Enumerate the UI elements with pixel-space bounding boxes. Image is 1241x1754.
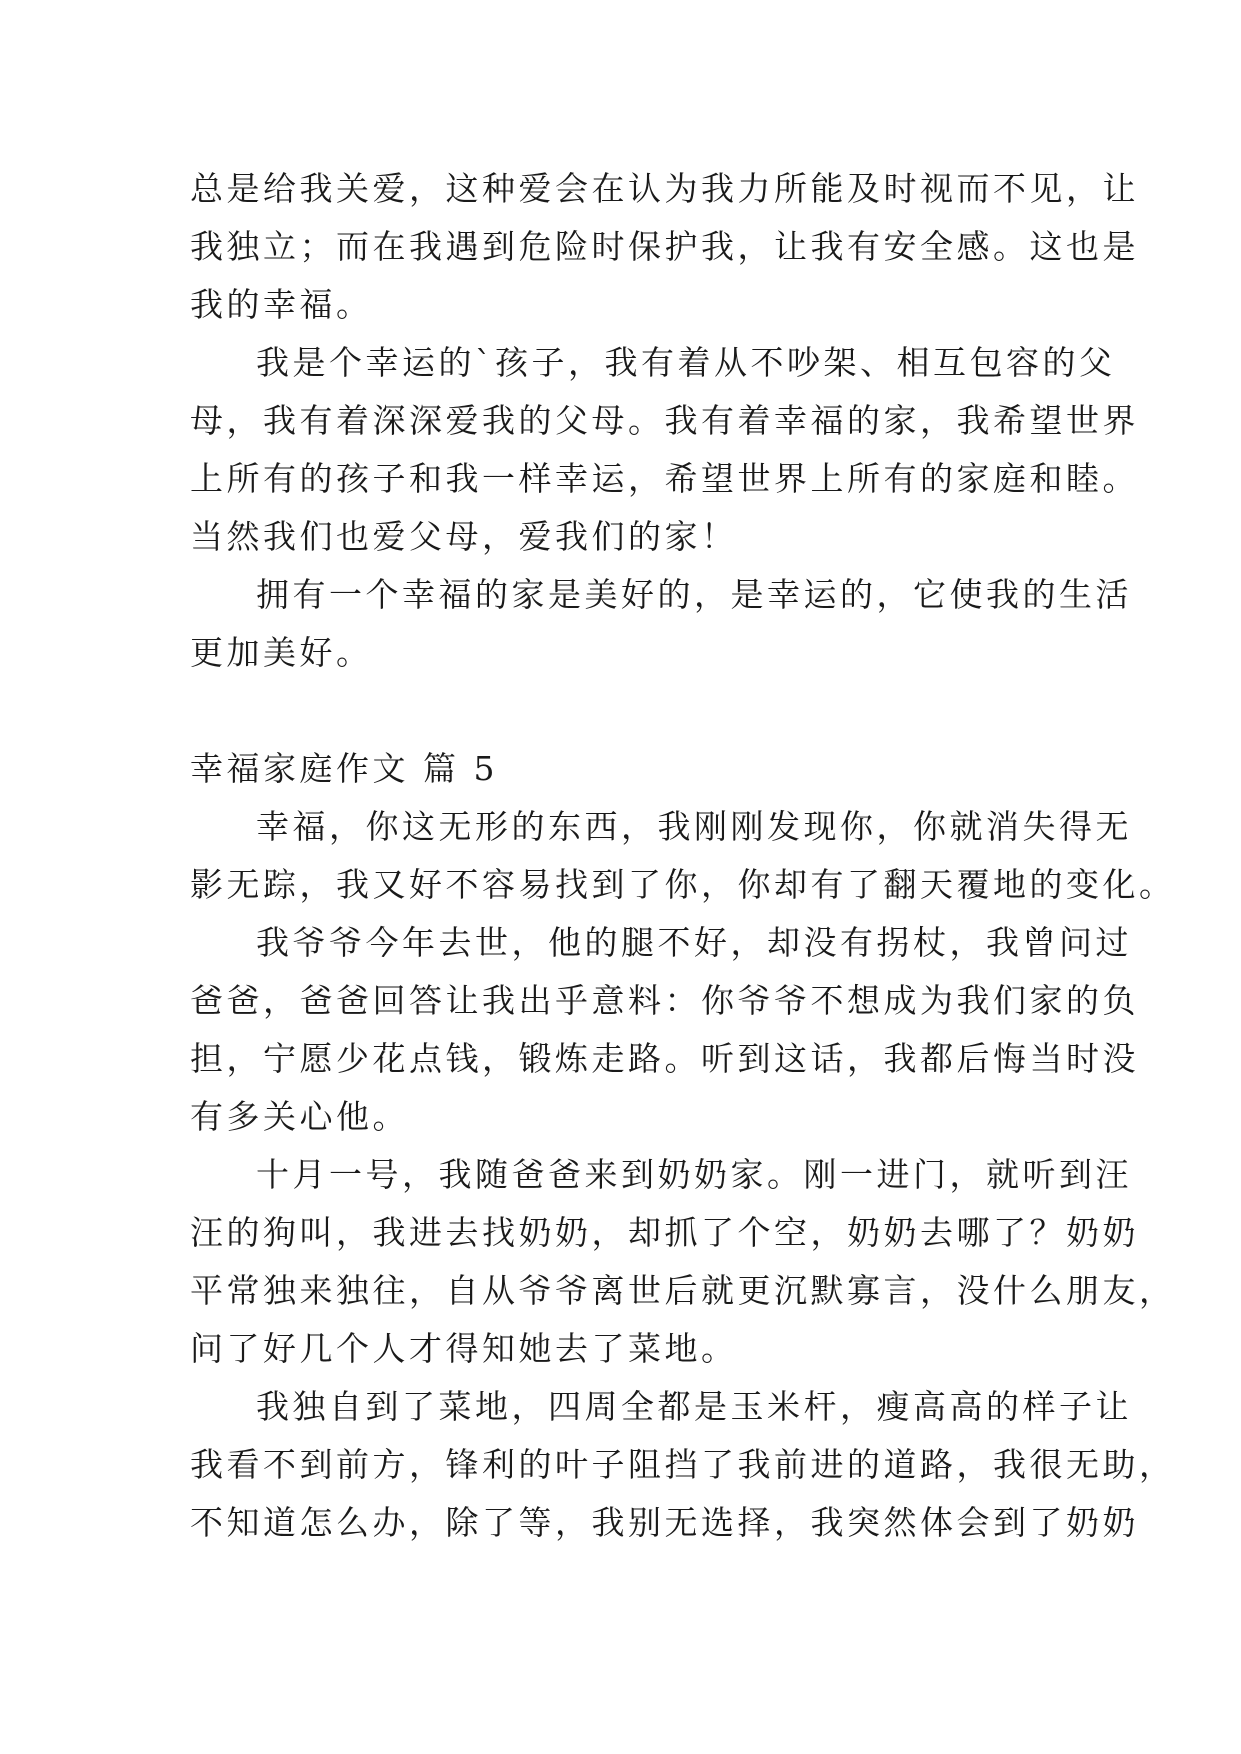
text-line: 母，我有着深深爱我的父母。我有着幸福的家，我希望世界 xyxy=(190,401,1139,440)
paragraph-start-line: 十月一号，我随爸爸来到奶奶家。刚一进门，就听到汪 xyxy=(256,1155,1132,1194)
text-line: 有多关心他。 xyxy=(190,1097,409,1136)
text-line: 问了好几个人才得知她去了菜地。 xyxy=(190,1329,738,1368)
text-line: 更加美好。 xyxy=(190,633,373,672)
text-line: 影无踪，我又好不容易找到了你，你却有了翻天覆地的变化。 xyxy=(190,865,1176,904)
text-line: 我的幸福。 xyxy=(190,285,373,324)
paragraph-start-line: 我独自到了菜地，四周全都是玉米杆，瘦高高的样子让 xyxy=(256,1387,1132,1426)
text-line: 我独立；而在我遇到危险时保护我，让我有安全感。这也是 xyxy=(190,227,1139,266)
text-line: 爸爸，爸爸回答让我出乎意料：你爷爷不想成为我们家的负 xyxy=(190,981,1139,1020)
paragraph-start-line: 我是个幸运的`孩子，我有着从不吵架、相互包容的父 xyxy=(256,343,1116,382)
text-line: 当然我们也爱父母，爱我们的家！ xyxy=(190,517,738,556)
paragraph-start-line: 我爷爷今年去世，他的腿不好，却没有拐杖，我曾问过 xyxy=(256,923,1132,962)
text-line: 上所有的孩子和我一样幸运，希望世界上所有的家庭和睦。 xyxy=(190,459,1139,498)
essay-body xyxy=(190,160,1176,1552)
paragraph-start-line: 拥有一个幸福的家是美好的，是幸运的，它使我的生活 xyxy=(256,575,1132,614)
section-heading: 幸福家庭作文 篇 5 xyxy=(190,749,498,788)
text-line: 担，宁愿少花点钱，锻炼走路。听到这话，我都后悔当时没 xyxy=(190,1039,1139,1078)
text-line: 我看不到前方，锋利的叶子阻挡了我前进的道路，我很无助， xyxy=(190,1445,1176,1484)
text-line: 总是给我关爱，这种爱会在认为我力所能及时视而不见，让 xyxy=(190,169,1139,208)
text-line: 平常独来独往，自从爷爷离世后就更沉默寡言，没什么朋友， xyxy=(190,1271,1176,1310)
paragraph-start-line: 幸福，你这无形的东西，我刚刚发现你，你就消失得无 xyxy=(256,807,1132,846)
text-line: 汪的狗叫，我进去找奶奶，却抓了个空，奶奶去哪了？奶奶 xyxy=(190,1213,1139,1252)
text-line: 不知道怎么办，除了等，我别无选择，我突然体会到了奶奶 xyxy=(190,1503,1139,1542)
